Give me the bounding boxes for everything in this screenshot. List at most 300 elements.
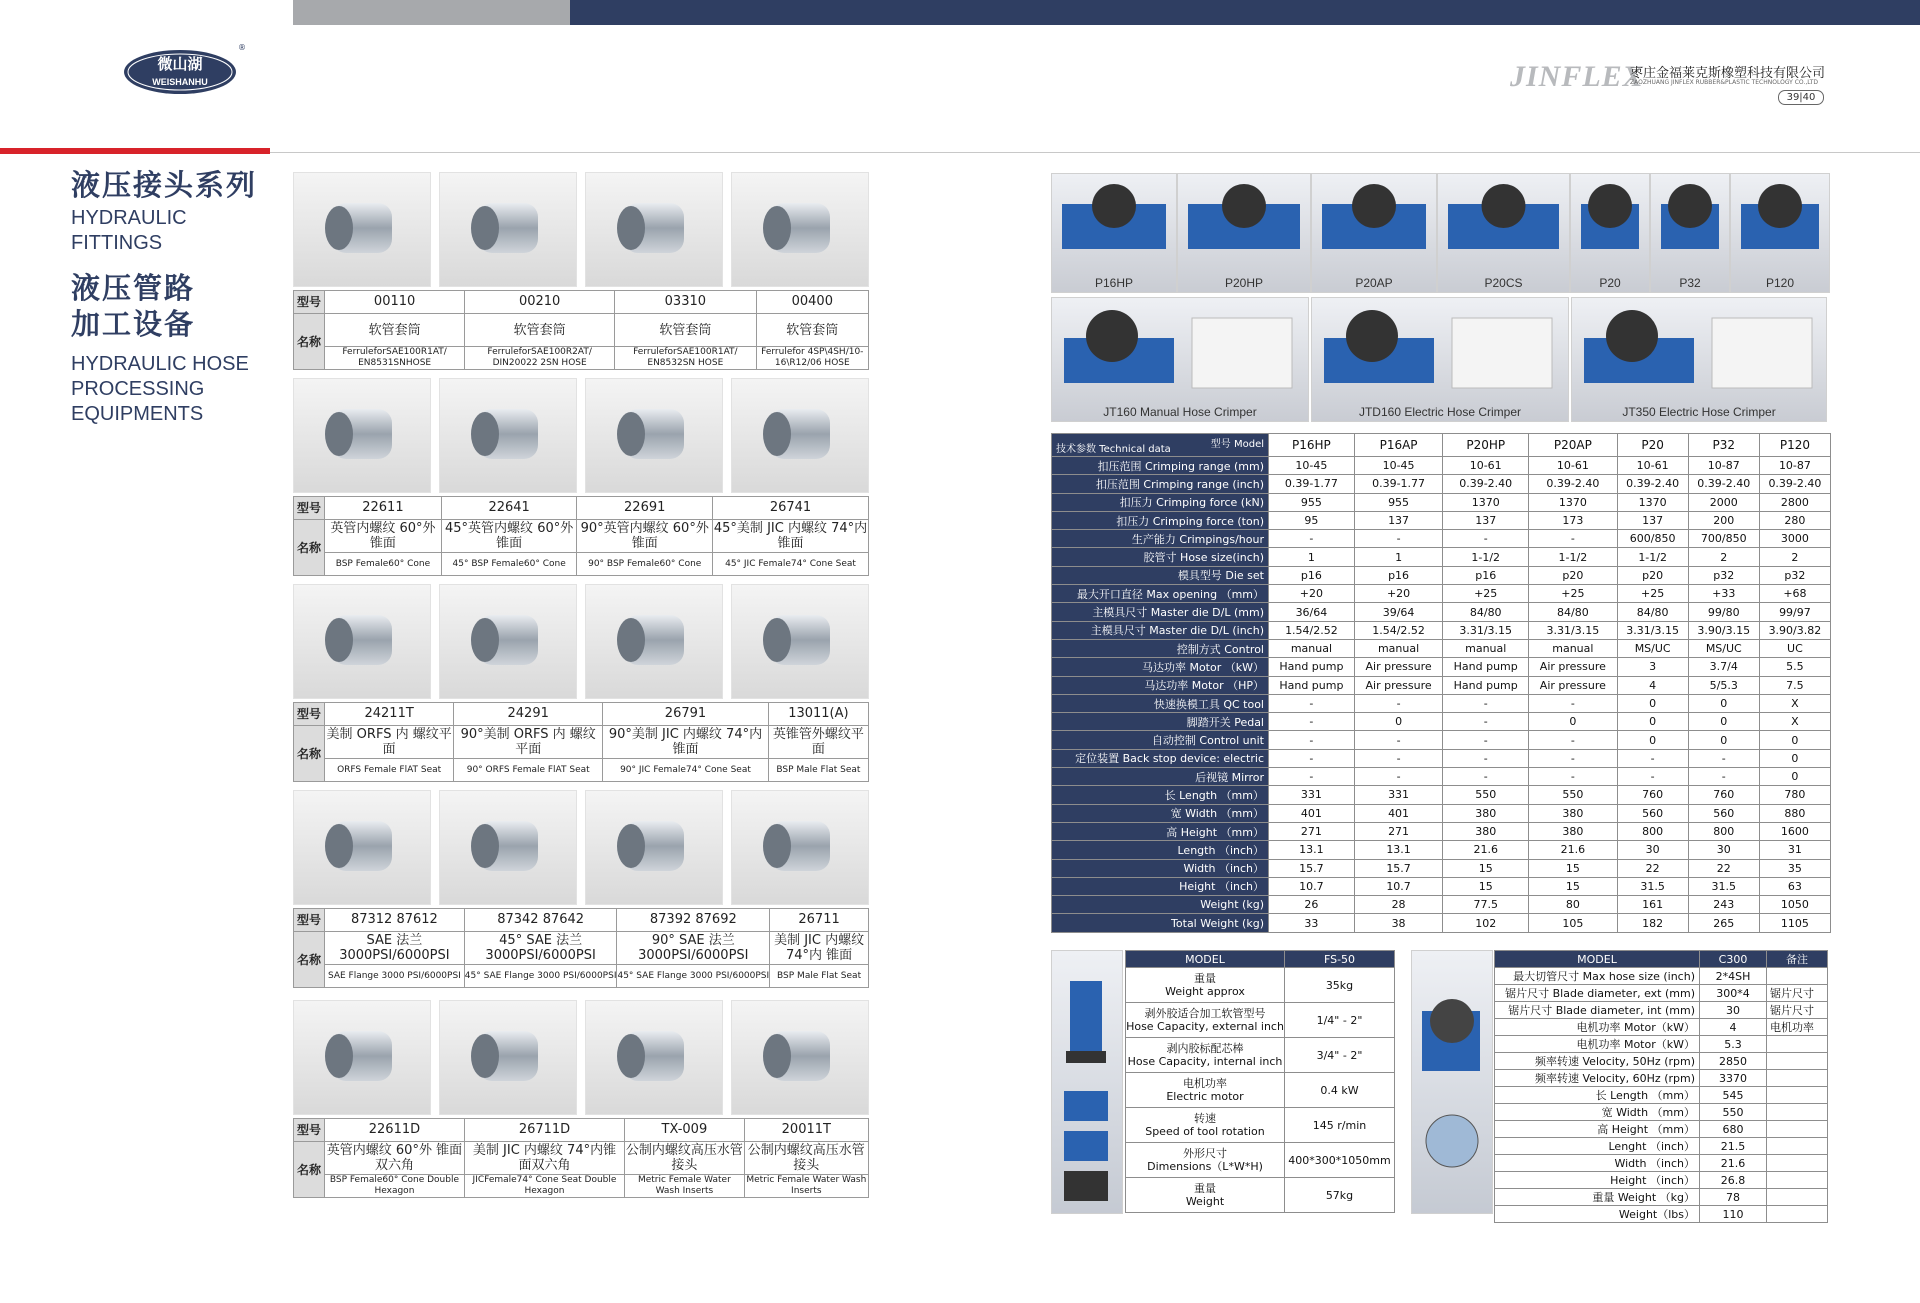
spec-value: 800 [1617,822,1688,840]
c300-machine-photo [1411,950,1493,1214]
spec-value: 0.39-2.40 [1443,475,1529,493]
fs50-label-cn: 重量 [1194,1182,1216,1195]
spec-row-label: 马达功率 Motor （HP） [1052,676,1269,694]
corner-data: 技术参数 Technical data [1056,444,1171,455]
spec-value: 780 [1759,786,1830,804]
c300-note-header: 备注 [1767,951,1828,968]
spec-value: Air pressure [1354,658,1442,676]
model-row [294,909,869,932]
spec-value: 0.39-2.40 [1529,475,1617,493]
spec-value: 380 [1443,822,1529,840]
spec-value: 5.5 [1759,658,1830,676]
spec-value: 3.31/3.15 [1529,621,1617,639]
c300-note [1767,1121,1828,1138]
fitting-photo [293,378,431,493]
machine-photo [1311,173,1437,293]
machine-photo [1437,173,1570,293]
spec-value: Air pressure [1529,676,1617,694]
spec-value: 380 [1443,804,1529,822]
spec-value: 137 [1617,511,1688,529]
fitting-desc: 45° SAE Flange 3000 PSI/6000PSI [464,965,617,988]
c300-value: 4 [1700,1019,1767,1036]
fs50-machine-photo [1051,950,1123,1214]
machine-photo-label: P20AP [1355,276,1393,290]
fitting-desc: Metric Female Water Wash Inserts [744,1175,868,1198]
spec-value: 30 [1688,841,1759,859]
fitting-model: 00400 [756,291,868,314]
fitting-photo [585,378,723,493]
fs50-row [1126,1038,1395,1073]
spec-value: 3000 [1759,530,1830,548]
spec-corner [1052,434,1269,457]
spec-value: - [1529,694,1617,712]
spec-value: 7.5 [1759,676,1830,694]
title-hose-cn-2: 加工设备 [71,307,196,341]
fitting-desc: 45° SAE Flange 3000 PSI/6000PSI [617,965,770,988]
spec-value: 1 [1354,548,1442,566]
spec-value: 955 [1269,493,1355,511]
spec-value: - [1354,731,1442,749]
spec-value: 331 [1354,786,1442,804]
spec-value: 1050 [1759,896,1830,914]
spec-value: - [1269,713,1355,731]
fitting-model: 24211T [325,703,454,726]
fitting-photo-row [293,790,869,905]
title-hydraulic-en-1: HYDRAULIC [71,207,187,229]
spec-row-label: 扣压力 Crimping force (ton) [1052,511,1269,529]
spec-value: - [1354,694,1442,712]
fitting-spec-table [293,908,869,988]
spec-value: - [1269,749,1355,767]
spec-row [1052,603,1831,621]
c300-note [1767,1206,1828,1223]
fs50-model-label: MODEL [1126,951,1285,968]
spec-row [1052,731,1831,749]
fs50-spec-table [1125,950,1395,1213]
spec-value: - [1354,530,1442,548]
spec-header-row [1052,434,1831,457]
spec-row [1052,511,1831,529]
c300-value: 5.3 [1700,1036,1767,1053]
fitting-photo [439,1000,577,1115]
c300-value: 550 [1700,1104,1767,1121]
spec-value: 28 [1354,896,1442,914]
machine-photo-large [1571,297,1827,422]
spec-value: +20 [1269,585,1355,603]
fs50-label-en: Hose Capacity, external inch [1126,1020,1284,1033]
fitting-model: 26741 [713,497,869,520]
spec-value: X [1759,694,1830,712]
spec-value: 35 [1759,859,1830,877]
fitting-model: 87342 87642 [464,909,617,932]
fs50-row-label [1126,1003,1285,1038]
spec-value: 10-61 [1443,457,1529,475]
c300-row [1495,1104,1828,1121]
c300-row [1495,1121,1828,1138]
fitting-desc: 45° BSP Female60° Cone [441,553,577,576]
spec-value: - [1269,768,1355,786]
c300-note [1767,1053,1828,1070]
spec-model-header: P20 [1617,434,1688,457]
fitting-model: 87312 87612 [325,909,465,932]
fs50-row [1126,1108,1395,1143]
name-label: 名称 [294,1142,325,1198]
fitting-photo [585,1000,723,1115]
spec-value: 173 [1529,511,1617,529]
jinflex-wordmark: JINFLEX [1510,60,1644,93]
fitting-name: 美制 ORFS 内 螺纹平面 [325,726,454,759]
spec-value: 31.5 [1617,877,1688,895]
spec-value: 1370 [1443,493,1529,511]
spec-row-label: 模具型号 Die set [1052,566,1269,584]
title-fittings-en-2: FITTINGS [71,232,163,254]
title-hose-en-2: PROCESSING [71,378,205,400]
fitting-photo-row [293,1000,869,1115]
fitting-desc: BSP Female60° Cone Double Hexagon [325,1175,465,1198]
machine-photo-label: JT160 Manual Hose Crimper [1103,405,1257,419]
spec-model-header: P16HP [1269,434,1355,457]
c300-row [1495,1172,1828,1189]
grey-rule [270,152,1920,153]
spec-model-header: P32 [1688,434,1759,457]
name-label: 名称 [294,314,325,370]
spec-value: 80 [1529,896,1617,914]
machine-photo-label: JTD160 Electric Hose Crimper [1358,405,1522,419]
machine-photo-label: P20 [1599,276,1621,290]
spec-row-label: 定位装置 Back stop device: electric [1052,749,1269,767]
spec-value: 21.6 [1529,841,1617,859]
fitting-desc: FerruleforSAE100R1AT/ EN8531SNHOSE [325,347,465,370]
spec-value: 2 [1688,548,1759,566]
spec-value: 36/64 [1269,603,1355,621]
fs50-label-en: Speed of tool rotation [1145,1125,1265,1138]
fitting-model: 13011(A) [768,703,868,726]
spec-value: 10-45 [1354,457,1442,475]
spec-value: 10.7 [1354,877,1442,895]
fitting-name: 45°英管内螺纹 60°外锥面 [441,520,577,553]
fs50-row-label [1126,1178,1285,1213]
c300-row-label: Height （inch） [1495,1172,1700,1189]
spec-value: 1.54/2.52 [1269,621,1355,639]
spec-value: p32 [1759,566,1830,584]
spec-row [1052,585,1831,603]
spec-value: 0 [1759,731,1830,749]
spec-value: 21.6 [1443,841,1529,859]
fitting-name: 美制 JIC 内螺纹 74°内 锥面 [770,932,869,965]
spec-row-label: 马达功率 Motor （kW） [1052,658,1269,676]
fitting-desc: FerruleforSAE100R2AT/ DIN20022 2SN HOSE [465,347,615,370]
spec-row [1052,658,1831,676]
name-row [294,726,869,759]
c300-row [1495,1036,1828,1053]
fs50-label-cn: 电机功率 [1183,1077,1227,1090]
spec-row-label: 长 Length （mm） [1052,786,1269,804]
desc-row [294,759,869,782]
c300-row-label: 锯片尺寸 Blade diameter, ext (mm) [1495,985,1700,1002]
spec-row [1052,639,1831,657]
fitting-photo [585,584,723,699]
desc-row [294,965,869,988]
spec-value: Hand pump [1269,676,1355,694]
c300-spec-table [1494,950,1828,1223]
c300-note [1767,1138,1828,1155]
spec-value: 31.5 [1688,877,1759,895]
desc-row [294,553,869,576]
spec-value: 0 [1354,713,1442,731]
spec-value: 3.31/3.15 [1617,621,1688,639]
machine-photo [1730,173,1830,293]
c300-value: 545 [1700,1087,1767,1104]
spec-value: Air pressure [1529,658,1617,676]
top-bar-grey [293,0,570,25]
spec-row-label: Width （inch） [1052,859,1269,877]
fitting-name: 软管套筒 [465,314,615,347]
fitting-name: 公制内螺纹高压水管 接头 [625,1143,743,1173]
spec-value: 550 [1443,786,1529,804]
spec-value: 15 [1443,877,1529,895]
spec-value: 30 [1617,841,1688,859]
spec-value: manual [1529,639,1617,657]
c300-note: 锯片尺寸 [1767,985,1828,1002]
fs50-label-cn: 剥外胶适合加工软管型号 [1144,1007,1266,1020]
fitting-model: 03310 [615,291,757,314]
spec-value: 10.7 [1269,877,1355,895]
spec-value: p16 [1443,566,1529,584]
name-row [294,314,869,347]
spec-value: 200 [1688,511,1759,529]
spec-value: - [1529,749,1617,767]
fitting-photo-row [293,584,869,699]
spec-value: - [1354,749,1442,767]
fitting-name: SAE 法兰 3000PSI/6000PSI [325,932,465,965]
fs50-model-value: FS-50 [1285,951,1395,968]
spec-value: - [1443,731,1529,749]
fitting-model: 87392 87692 [617,909,770,932]
fitting-model: 22611D [325,1119,465,1142]
c300-row [1495,1138,1828,1155]
spec-value: p20 [1529,566,1617,584]
fitting-name: 英管内螺纹 60°外 锥面双六角 [325,1142,465,1175]
fitting-photo [293,172,431,287]
spec-value: +25 [1529,585,1617,603]
model-label: 型号 [294,497,325,520]
c300-note [1767,1070,1828,1087]
fs50-row-label [1126,1143,1285,1178]
spec-value: 600/850 [1617,530,1688,548]
spec-row-label: 扣压范围 Crimping range (inch) [1052,475,1269,493]
spec-value: 0 [1617,694,1688,712]
spec-value: 0 [1688,731,1759,749]
spec-row [1052,804,1831,822]
fitting-desc: FerruleforSAE100R1AT/ EN8532SN HOSE [615,347,757,370]
spec-value: +68 [1759,585,1830,603]
c300-row [1495,1206,1828,1223]
spec-value: manual [1354,639,1442,657]
spec-value: 0 [1759,749,1830,767]
spec-value: 102 [1443,914,1529,932]
spec-value: 22 [1617,859,1688,877]
title-hose-en-1: HYDRAULIC HOSE [71,353,249,375]
spec-value: 26 [1269,896,1355,914]
spec-value: 1370 [1529,493,1617,511]
model-row [294,497,869,520]
spec-value: 800 [1688,822,1759,840]
fs50-label-en: Hose Capacity, internal inch [1127,1055,1283,1068]
fitting-model: 22611 [325,497,442,520]
c300-note [1767,1036,1828,1053]
spec-value: 1600 [1759,822,1830,840]
spec-row [1052,877,1831,895]
spec-value: 99/97 [1759,603,1830,621]
spec-value: X [1759,713,1830,731]
desc-row [294,1175,869,1198]
c300-note [1767,1155,1828,1172]
machine-photo-label: P32 [1679,276,1701,290]
model-label: 型号 [294,703,325,726]
fitting-photo [585,172,723,287]
spec-value: +25 [1617,585,1688,603]
spec-value: - [1529,731,1617,749]
spec-value: 31 [1759,841,1830,859]
fitting-photo [439,378,577,493]
fitting-model: 20011T [744,1119,868,1142]
spec-value: 0.39-1.77 [1354,475,1442,493]
spec-value: manual [1443,639,1529,657]
spec-value: 1-1/2 [1617,548,1688,566]
company-name-cn: 枣庄金福莱克斯橡塑科技有限公司 [1630,66,1826,81]
spec-value: 2800 [1759,493,1830,511]
fitting-desc: 90° ORFS Female FlAT Seat [454,759,603,782]
spec-row-label: 高 Height （mm） [1052,822,1269,840]
name-row [294,932,869,965]
fitting-name: 软管套筒 [615,314,757,347]
fs50-value: 400*300*1050mm [1285,1143,1395,1178]
spec-value: - [1617,768,1688,786]
name-label: 名称 [294,932,325,988]
fs50-row [1126,1143,1395,1178]
spec-value: 560 [1617,804,1688,822]
spec-value: 13.1 [1354,841,1442,859]
fitting-photo-row [293,172,869,287]
fitting-name: 英管内螺纹 60°外锥面 [325,520,442,553]
c300-value: 30 [1700,1002,1767,1019]
spec-value: 243 [1688,896,1759,914]
spec-model-header: P120 [1759,434,1830,457]
spec-value: 84/80 [1443,603,1529,621]
spec-row-label: 最大开口直径 Max opening （mm） [1052,585,1269,603]
fs50-value: 57kg [1285,1178,1395,1213]
fitting-photo [731,790,869,905]
c300-note [1767,1172,1828,1189]
c300-value: 26.8 [1700,1172,1767,1189]
c300-value: 21.6 [1700,1155,1767,1172]
fitting-desc: SAE Flange 3000 PSI/6000PSI [325,965,465,988]
c300-header [1495,951,1828,968]
fs50-row [1126,1003,1395,1038]
spec-row-label: 自动控制 Control unit [1052,731,1269,749]
spec-row [1052,475,1831,493]
fs50-label-cn: 剥内胶标配芯棒 [1166,1042,1244,1055]
c300-row-label: 重量 Weight （kg） [1495,1189,1700,1206]
spec-value: 105 [1529,914,1617,932]
page-number: 39|40 [1778,90,1824,105]
fitting-desc: BSP Male Flat Seat [768,759,868,782]
fitting-desc: Metric Female Water Wash Inserts [625,1175,745,1198]
fs50-row [1126,1178,1395,1213]
c300-note [1767,1189,1828,1206]
fs50-label-cn: 转速 [1194,1112,1216,1125]
spec-value: 15 [1529,877,1617,895]
spec-value: 0 [1688,713,1759,731]
title-hydraulic-fittings-cn: 液压接头系列 [71,168,258,202]
fitting-model: 24291 [454,703,603,726]
fs50-label-cn: 重量 [1194,972,1216,985]
name-label: 名称 [294,726,325,782]
spec-row [1052,749,1831,767]
spec-row [1052,530,1831,548]
fitting-name: 45°美制 JIC 内螺纹 74°内锥面 [713,521,868,551]
fs50-header [1126,951,1395,968]
spec-value: - [1443,713,1529,731]
red-rule [0,148,270,154]
model-row [294,703,869,726]
spec-value: 380 [1529,804,1617,822]
fs50-value: 1/4" - 2" [1285,1003,1395,1038]
spec-row [1052,548,1831,566]
model-label: 型号 [294,291,325,314]
spec-value: 880 [1759,804,1830,822]
fs50-value: 145 r/min [1285,1108,1395,1143]
spec-value: - [1269,694,1355,712]
fitting-photo [293,1000,431,1115]
spec-value: 137 [1354,511,1442,529]
c300-row-label: 长 Length （mm） [1495,1087,1700,1104]
fitting-photo-row [293,378,869,493]
fitting-name: 软管套筒 [325,314,465,347]
fitting-photo [439,584,577,699]
spec-row [1052,768,1831,786]
spec-row [1052,676,1831,694]
spec-value: 1.54/2.52 [1354,621,1442,639]
spec-value: 1 [1269,548,1355,566]
model-label: 型号 [294,909,325,932]
fitting-group [293,172,869,372]
name-label: 名称 [294,520,325,576]
svg-text:®: ® [238,43,246,52]
spec-value: 0 [1617,731,1688,749]
machine-photo-label: P16HP [1094,276,1134,290]
spec-value: +25 [1443,585,1529,603]
fitting-desc: BSP Female60° Cone [325,553,442,576]
spec-value: 0 [1617,713,1688,731]
spec-row [1052,493,1831,511]
jinflex-logo [1510,52,1830,112]
c300-value: 21.5 [1700,1138,1767,1155]
spec-value: 0.39-1.77 [1269,475,1355,493]
spec-value: 137 [1443,511,1529,529]
spec-value: 3 [1617,658,1688,676]
spec-row [1052,694,1831,712]
spec-row-label: Length （inch） [1052,841,1269,859]
c300-note [1767,1104,1828,1121]
spec-value: 2 [1759,548,1830,566]
spec-value: 271 [1269,822,1355,840]
spec-value: - [1529,768,1617,786]
spec-value: UC [1759,639,1830,657]
spec-value: 3.90/3.82 [1759,621,1830,639]
fs50-label-cn: 外形尺寸 [1183,1147,1227,1160]
model-row [294,1119,869,1142]
